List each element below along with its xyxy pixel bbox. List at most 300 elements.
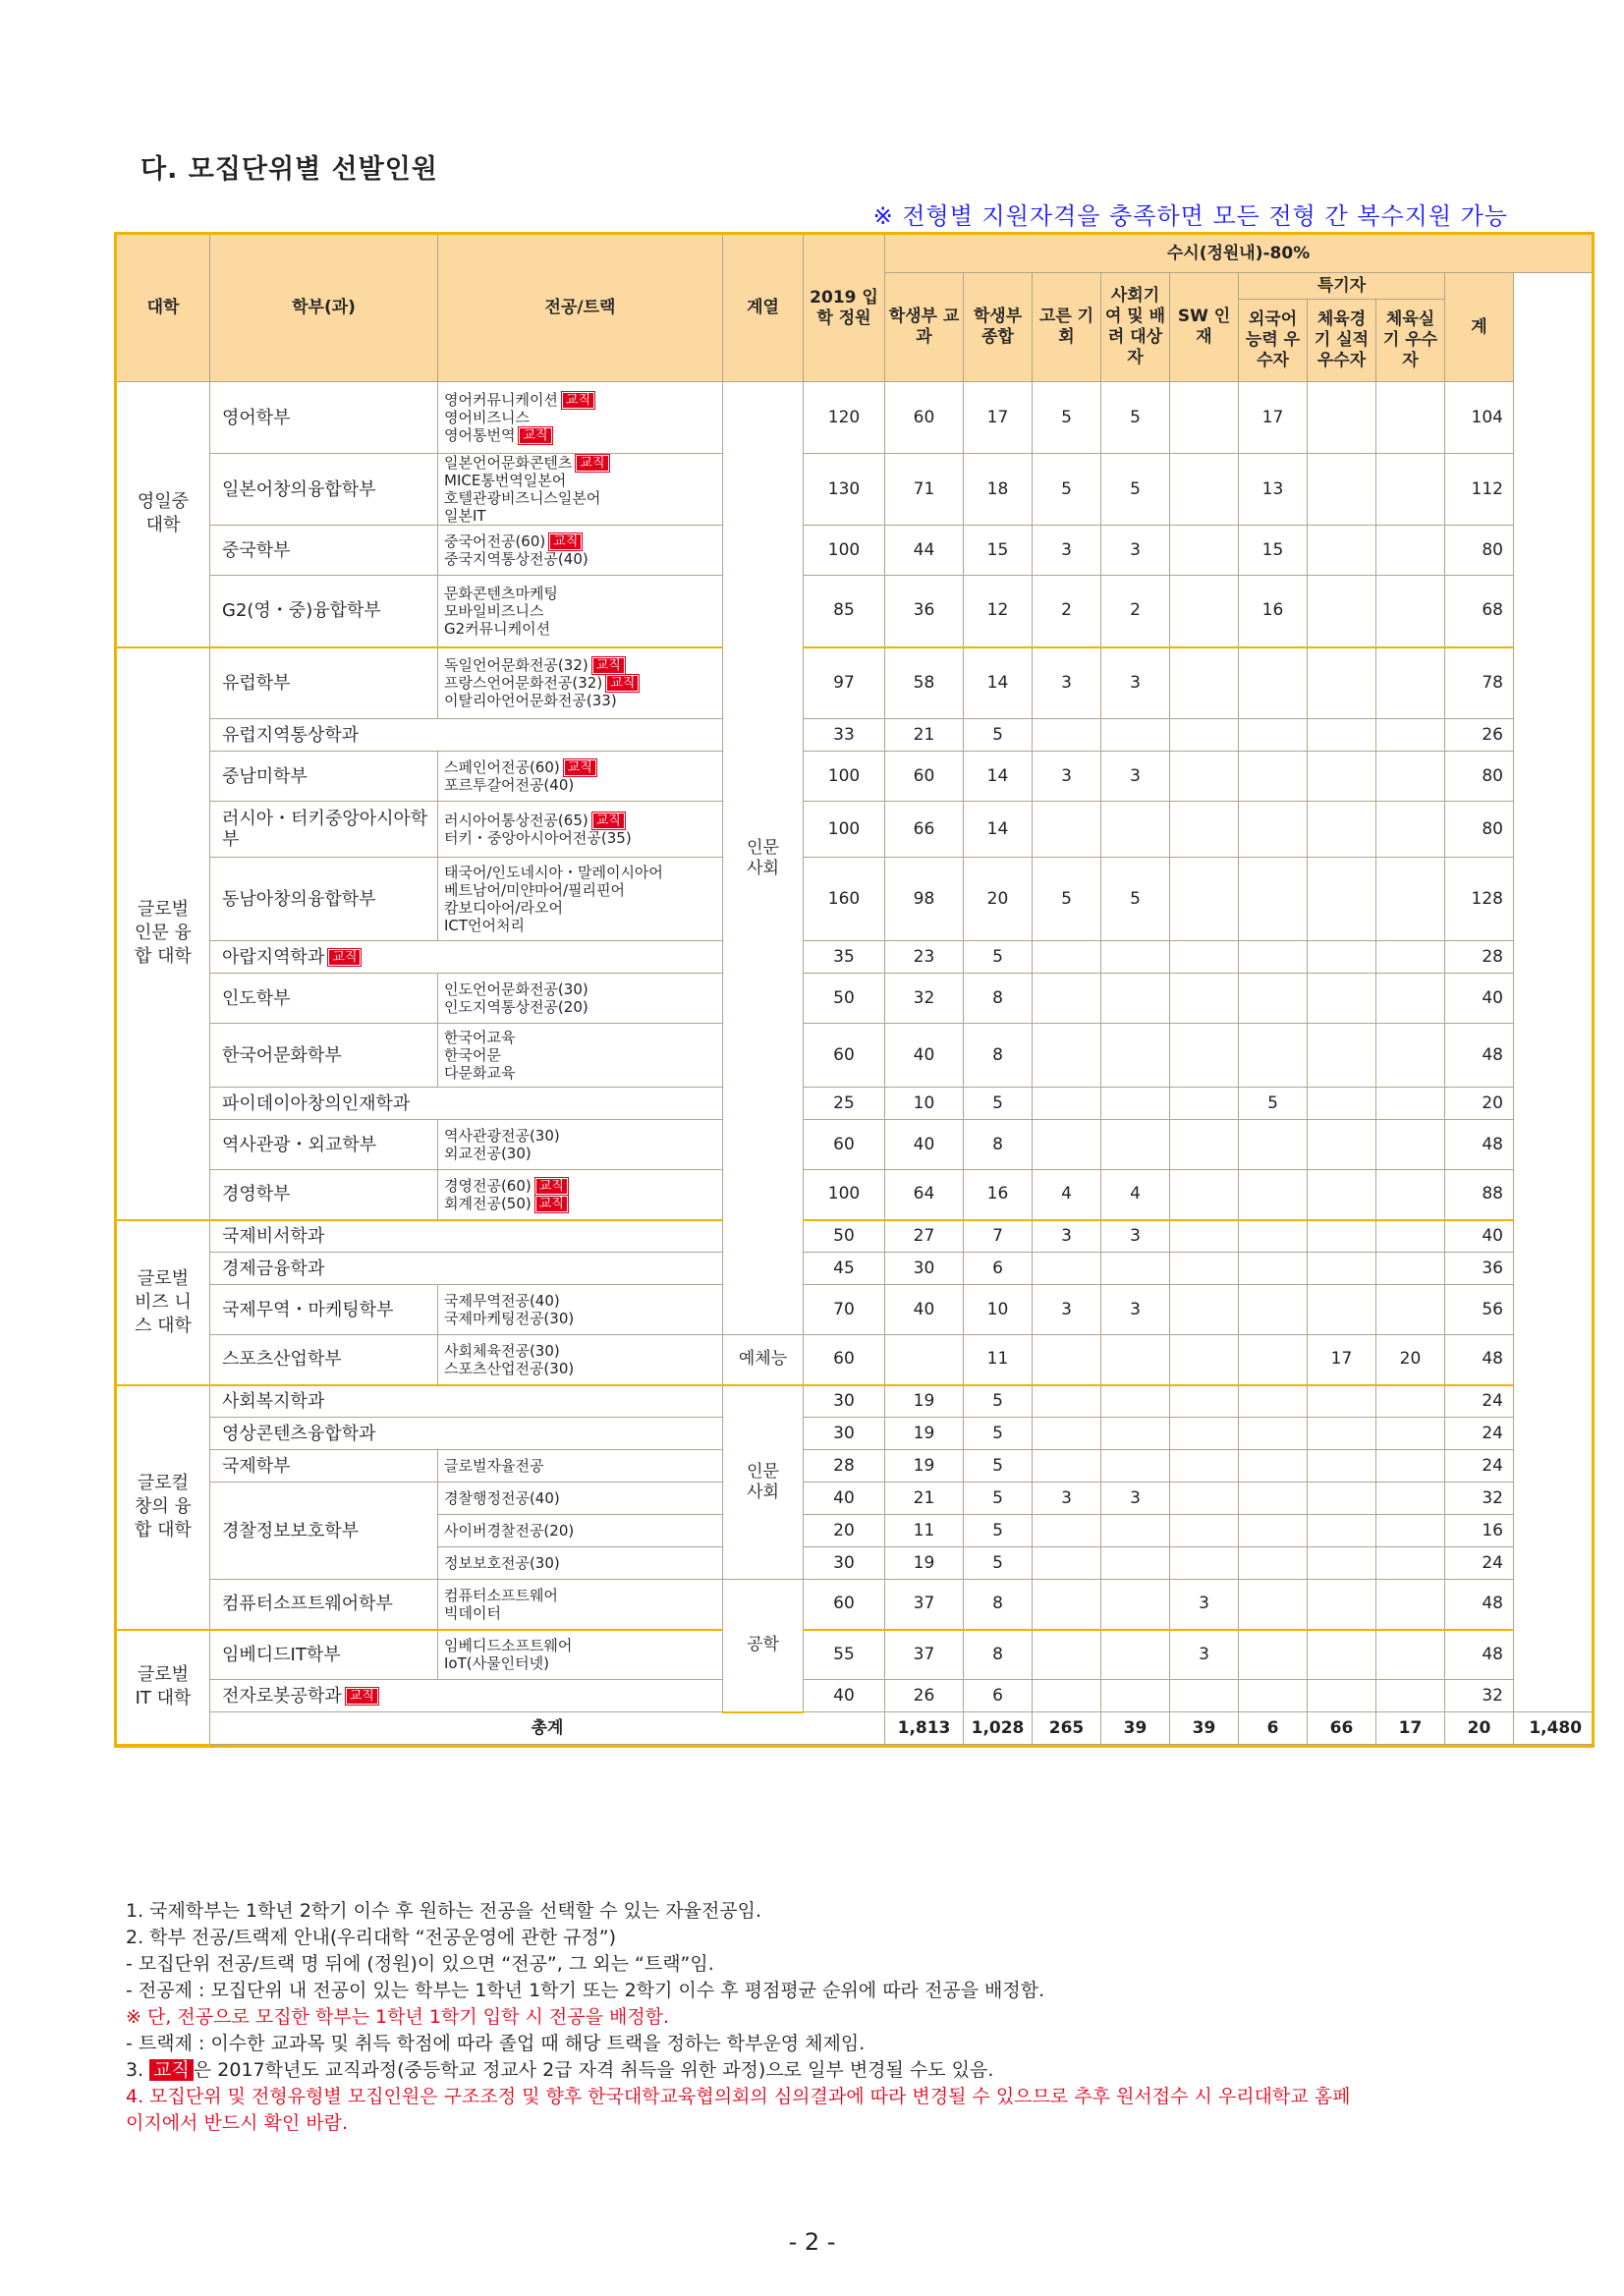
footnote-2a: - 모집단위 전공/트랙 명 뒤에 (정원)이 있으면 “전공”, 그 외는 “트랙”임.: [126, 1953, 714, 1975]
th-sportsrec: 체육경기 실적 우수자: [1308, 300, 1376, 382]
value-cell: 33: [804, 719, 885, 752]
value-cell: [1376, 526, 1445, 576]
table-row: [117, 1680, 1593, 1712]
value-cell: 10: [964, 1285, 1033, 1335]
dept-name: 중남미학부: [222, 765, 308, 787]
value-cell: 20: [1445, 1088, 1514, 1120]
college-cell: 글로벌 인문 융합 대학: [117, 647, 210, 1220]
value-cell: 48: [1445, 1580, 1514, 1630]
value-cell: [1170, 1170, 1239, 1220]
major-item: [444, 532, 720, 550]
footnote-3-text: 은 2017학년도 교직과정(중등학교 정교사 2급 자격 취득을 위한 과정)으로 일부 변경될 수도 있음.: [193, 2059, 994, 2081]
table-row: [117, 1170, 1593, 1220]
value-cell: 19: [885, 1418, 964, 1450]
table-row: [117, 526, 1593, 576]
value-cell: 40: [804, 1680, 885, 1712]
field-cell: 공학: [723, 1580, 804, 1712]
value-cell: 2: [1033, 576, 1101, 647]
value-cell: [1308, 802, 1376, 858]
teaching-tag: 교직: [562, 392, 594, 409]
teaching-tag: 교직: [592, 812, 625, 829]
dept-cell: [210, 974, 438, 1024]
value-cell: 25: [804, 1088, 885, 1120]
value-cell: [1239, 1220, 1308, 1253]
major-name: 인도언어문화전공(30): [444, 980, 588, 998]
value-cell: 20: [1376, 1335, 1445, 1385]
value-cell: 3: [1033, 752, 1101, 802]
dept-cell: [210, 1120, 438, 1170]
dept-cell: [210, 382, 438, 454]
value-cell: 10: [885, 1088, 964, 1120]
value-cell: 28: [1445, 941, 1514, 974]
major-item: [444, 864, 720, 881]
footnote-2d: - 트랙제 : 이수한 교과목 및 취득 학점에 따라 졸업 때 해당 트랙을 정하는 학부운영 체제임.: [126, 2033, 866, 2054]
major-name: 국제무역전공(40): [444, 1292, 560, 1310]
major-cell: [438, 382, 723, 454]
value-cell: 104: [1445, 382, 1514, 454]
dept-cell: [210, 719, 723, 752]
value-cell: 4: [1033, 1170, 1101, 1220]
major-cell: [438, 1515, 723, 1547]
dept-name: 국제비서학과: [222, 1225, 325, 1247]
value-cell: 100: [804, 752, 885, 802]
value-cell: [1376, 1418, 1445, 1450]
table-row: [117, 1483, 1593, 1515]
value-cell: [1033, 1385, 1101, 1418]
value-cell: 26: [885, 1680, 964, 1712]
dept-name: 경영학부: [222, 1184, 291, 1205]
value-cell: [1308, 1547, 1376, 1580]
th-major: 전공/트랙: [438, 235, 723, 382]
value-cell: [1170, 1385, 1239, 1418]
value-cell: [1308, 1253, 1376, 1285]
value-cell: 12: [964, 576, 1033, 647]
major-name: 태국어/인도네시아・말레이시아어: [444, 864, 663, 881]
major-name: 러시아어통상전공(65): [444, 812, 588, 829]
major-item: [444, 489, 720, 507]
page-number: - 2 -: [788, 2228, 836, 2256]
value-cell: 100: [804, 1170, 885, 1220]
value-cell: 70: [804, 1285, 885, 1335]
value-cell: 5: [964, 1547, 1033, 1580]
major-name: 이탈리아언어문화전공(33): [444, 692, 617, 710]
value-cell: 5: [1101, 858, 1170, 941]
value-cell: [1308, 1120, 1376, 1170]
value-cell: [1308, 1418, 1376, 1450]
major-name: 인도지역통상전공(20): [444, 998, 588, 1016]
value-cell: [1170, 1418, 1239, 1450]
value-cell: 20: [964, 858, 1033, 941]
th-goreun: 고른 기회: [1033, 273, 1101, 382]
major-name: 터키・중앙아시아어전공(35): [444, 829, 632, 847]
value-cell: [1170, 1024, 1239, 1088]
value-cell: [1239, 1024, 1308, 1088]
dept-name: G2(영・중)융합학부: [222, 600, 381, 622]
value-cell: [1170, 576, 1239, 647]
value-cell: [1101, 1680, 1170, 1712]
major-item: [444, 881, 720, 899]
table-row: [117, 576, 1593, 647]
value-cell: 40: [885, 1024, 964, 1088]
major-item: [444, 899, 720, 917]
value-cell: 120: [804, 382, 885, 454]
total-value: 265: [1033, 1712, 1101, 1745]
th-gyogwa: 학생부 교과: [885, 273, 964, 382]
total-value: 39: [1170, 1712, 1239, 1745]
value-cell: [1170, 858, 1239, 941]
major-name: 영어통번역: [444, 426, 516, 444]
value-cell: [1308, 1385, 1376, 1418]
value-cell: [1033, 719, 1101, 752]
value-cell: 3: [1101, 1285, 1170, 1335]
dept-name: 일본어창의융합학부: [222, 478, 376, 500]
value-cell: [1376, 576, 1445, 647]
value-cell: 112: [1445, 454, 1514, 526]
value-cell: 4: [1101, 1170, 1170, 1220]
value-cell: 85: [804, 576, 885, 647]
value-cell: [1033, 1547, 1101, 1580]
table-row: [117, 974, 1593, 1024]
value-cell: [1376, 1515, 1445, 1547]
value-cell: 48: [1445, 1335, 1514, 1385]
value-cell: [1170, 1220, 1239, 1253]
value-cell: 30: [804, 1547, 885, 1580]
teaching-tag: 교직: [549, 533, 582, 550]
major-item: [444, 829, 720, 847]
total-value: 6: [1239, 1712, 1308, 1745]
dept-name: 컴퓨터소프트웨어학부: [222, 1594, 393, 1615]
value-cell: [1170, 647, 1239, 719]
value-cell: 40: [1445, 1220, 1514, 1253]
total-value: 1,480: [1514, 1712, 1593, 1745]
value-cell: 5: [1101, 454, 1170, 526]
value-cell: [1101, 1253, 1170, 1285]
value-cell: 45: [804, 1253, 885, 1285]
value-cell: 60: [885, 752, 964, 802]
footnote-3-prefix: 3.: [126, 2059, 150, 2081]
major-cell: [438, 1483, 723, 1515]
value-cell: 15: [964, 526, 1033, 576]
value-cell: 21: [885, 719, 964, 752]
major-item: [444, 656, 720, 674]
value-cell: [1376, 1385, 1445, 1418]
major-item: [444, 1145, 720, 1162]
value-cell: 128: [1445, 858, 1514, 941]
value-cell: [1101, 719, 1170, 752]
dept-cell: [210, 1170, 438, 1220]
value-cell: 50: [804, 974, 885, 1024]
value-cell: 5: [1033, 454, 1101, 526]
value-cell: 15: [1239, 526, 1308, 576]
teaching-tag: 교직: [606, 675, 639, 692]
footnote-3: [126, 2057, 1521, 2084]
value-cell: [1308, 1220, 1376, 1253]
value-cell: 5: [964, 1483, 1033, 1515]
value-cell: 3: [1170, 1580, 1239, 1630]
value-cell: [1101, 1088, 1170, 1120]
quota-table-wrap: [116, 234, 1583, 1746]
value-cell: 17: [1308, 1335, 1376, 1385]
teaching-tag: 교직: [328, 949, 361, 966]
value-cell: [1170, 1515, 1239, 1547]
value-cell: 5: [964, 1418, 1033, 1450]
th-social: 사회기여 및 배려 대상자: [1101, 273, 1170, 382]
major-item: [444, 585, 720, 602]
value-cell: 16: [1445, 1515, 1514, 1547]
value-cell: 16: [1239, 576, 1308, 647]
value-cell: 5: [964, 941, 1033, 974]
value-cell: [1239, 752, 1308, 802]
major-name: ICT언어처리: [444, 917, 526, 934]
value-cell: [1239, 941, 1308, 974]
table-row: [117, 1580, 1593, 1630]
value-cell: 32: [1445, 1483, 1514, 1515]
value-cell: [1033, 1335, 1101, 1385]
value-cell: 48: [1445, 1630, 1514, 1680]
table-row: [117, 1253, 1593, 1285]
th-quota: 2019 입학 정원: [804, 235, 885, 382]
value-cell: 3: [1101, 1220, 1170, 1253]
major-item: [444, 507, 720, 525]
major-name: 컴퓨터소프트웨어: [444, 1586, 558, 1604]
th-sportstest: 체육실기 우수자: [1376, 300, 1445, 382]
value-cell: [1170, 752, 1239, 802]
dept-name: 러시아・터키중앙아시아학부: [222, 809, 428, 850]
major-cell: [438, 454, 723, 526]
value-cell: 8: [964, 1024, 1033, 1088]
value-cell: 8: [964, 1630, 1033, 1680]
table-row: [117, 802, 1593, 858]
value-cell: [1376, 1580, 1445, 1630]
major-item: [444, 409, 720, 426]
major-item: [444, 1489, 720, 1507]
value-cell: [1239, 1630, 1308, 1680]
table-row: [117, 941, 1593, 974]
college-cell: 글로벌 비즈 니스 대학: [117, 1220, 210, 1385]
value-cell: 56: [1445, 1285, 1514, 1335]
value-cell: [1308, 1024, 1376, 1088]
dept-cell: [210, 1253, 723, 1285]
value-cell: 17: [964, 382, 1033, 454]
major-item: [444, 620, 720, 638]
value-cell: 60: [804, 1580, 885, 1630]
major-item: [444, 550, 720, 568]
major-name: 문화콘텐츠마케팅: [444, 584, 558, 602]
major-item: [444, 917, 720, 934]
dept-cell: [210, 1483, 438, 1580]
dept-cell: [210, 941, 723, 974]
major-name: 포르투갈어전공(40): [444, 776, 575, 794]
dept-name: 국제학부: [222, 1455, 291, 1477]
dept-cell: [210, 526, 438, 576]
value-cell: 24: [1445, 1418, 1514, 1450]
value-cell: [1308, 382, 1376, 454]
value-cell: [1239, 647, 1308, 719]
major-item: [444, 1064, 720, 1082]
value-cell: 66: [885, 802, 964, 858]
major-name: 사이버경찰전공(20): [444, 1522, 575, 1540]
value-cell: [1308, 1088, 1376, 1120]
value-cell: [1308, 858, 1376, 941]
value-cell: [1170, 382, 1239, 454]
teaching-tag: 교직: [535, 1178, 568, 1195]
value-cell: [1033, 1088, 1101, 1120]
table-row: [117, 382, 1593, 454]
value-cell: 88: [1445, 1170, 1514, 1220]
value-cell: [1101, 974, 1170, 1024]
major-cell: [438, 1335, 723, 1385]
value-cell: [1170, 1335, 1239, 1385]
value-cell: 5: [1033, 858, 1101, 941]
value-cell: [1033, 1580, 1101, 1630]
total-value: 17: [1376, 1712, 1445, 1745]
value-cell: 50: [804, 1220, 885, 1253]
th-sw: SW 인재: [1170, 273, 1239, 382]
value-cell: [1101, 1335, 1170, 1385]
major-item: [444, 426, 720, 444]
value-cell: 11: [964, 1335, 1033, 1385]
major-cell: [438, 858, 723, 941]
note-multiple-application: ※ 전형별 지원자격을 충족하면 모든 전형 간 복수지원 가능: [872, 202, 1508, 230]
value-cell: 14: [964, 802, 1033, 858]
value-cell: [1308, 752, 1376, 802]
value-cell: [1101, 1547, 1170, 1580]
value-cell: [1170, 1253, 1239, 1285]
value-cell: [1376, 1253, 1445, 1285]
value-cell: 5: [964, 1385, 1033, 1418]
dept-cell: [210, 1450, 438, 1483]
table-row: [117, 647, 1593, 719]
major-cell: [438, 1630, 723, 1680]
major-cell: [438, 1120, 723, 1170]
major-item: [444, 391, 720, 409]
value-cell: 16: [964, 1170, 1033, 1220]
dept-cell: [210, 1285, 438, 1335]
major-name: 독일언어문화전공(32): [444, 656, 588, 675]
value-cell: 40: [885, 1285, 964, 1335]
value-cell: 40: [1445, 974, 1514, 1024]
dept-name: 동남아창의융합학부: [222, 888, 376, 910]
teaching-tag: 교직: [576, 455, 608, 472]
dept-name: 전자로봇공학과: [222, 1685, 342, 1707]
major-item: [444, 602, 720, 620]
dept-cell: [210, 1680, 723, 1712]
major-name: 경찰행정전공(40): [444, 1489, 560, 1507]
dept-name: 유럽학부: [222, 672, 291, 694]
value-cell: [1376, 802, 1445, 858]
value-cell: [885, 1335, 964, 1385]
major-name: 한국어문: [444, 1046, 501, 1064]
major-name: 스페인어전공(60): [444, 758, 560, 776]
value-cell: 60: [885, 382, 964, 454]
value-cell: 3: [1033, 526, 1101, 576]
quota-table: [116, 234, 1593, 1746]
dept-cell: [210, 647, 438, 719]
value-cell: [1239, 1385, 1308, 1418]
dept-cell: [210, 1335, 438, 1385]
value-cell: [1308, 526, 1376, 576]
dept-name: 사회복지학과: [222, 1390, 325, 1412]
value-cell: 14: [964, 752, 1033, 802]
major-item: [444, 1127, 720, 1145]
value-cell: [1376, 1170, 1445, 1220]
th-lang: 외국어 능력 우수자: [1239, 300, 1308, 382]
major-cell: [438, 647, 723, 719]
value-cell: [1239, 858, 1308, 941]
value-cell: 5: [1101, 382, 1170, 454]
value-cell: 32: [885, 974, 964, 1024]
value-cell: [1239, 802, 1308, 858]
major-item: [444, 1177, 720, 1195]
dept-cell: [210, 1580, 438, 1630]
value-cell: [1239, 1285, 1308, 1335]
dept-name: 스포츠산업학부: [222, 1349, 342, 1371]
value-cell: [1033, 1024, 1101, 1088]
major-name: 호텔관광비즈니스일본어: [444, 489, 601, 507]
footnotes: [126, 1898, 1521, 2137]
major-name: 영어비즈니스: [444, 409, 530, 426]
value-cell: 24: [1445, 1547, 1514, 1580]
value-cell: [1239, 1335, 1308, 1385]
teaching-tag: 교직: [519, 427, 551, 444]
dept-cell: [210, 1630, 438, 1680]
major-item: [444, 1654, 720, 1672]
major-cell: [438, 576, 723, 647]
value-cell: 71: [885, 454, 964, 526]
value-cell: 30: [885, 1253, 964, 1285]
value-cell: 3: [1101, 647, 1170, 719]
dept-name: 영상콘텐츠융합학과: [222, 1423, 376, 1444]
value-cell: [1033, 1450, 1101, 1483]
th-jonghap: 학생부 종합: [964, 273, 1033, 382]
table-row: [117, 1335, 1593, 1385]
college-cell: 글로벌 IT 대학: [117, 1630, 210, 1745]
dept-cell: [210, 1088, 723, 1120]
value-cell: 11: [885, 1515, 964, 1547]
major-item: [444, 1604, 720, 1622]
value-cell: 6: [964, 1253, 1033, 1285]
value-cell: 3: [1101, 1483, 1170, 1515]
major-item: [444, 1522, 720, 1540]
table-row: [117, 1120, 1593, 1170]
value-cell: 3: [1033, 1285, 1101, 1335]
major-name: 빅데이터: [444, 1603, 501, 1622]
value-cell: 60: [804, 1335, 885, 1385]
field-cell: 인문 사회: [723, 1385, 804, 1580]
major-item: [444, 692, 720, 709]
value-cell: 80: [1445, 752, 1514, 802]
total-label: 총계: [210, 1712, 885, 1745]
value-cell: [1239, 1680, 1308, 1712]
major-item: [444, 1360, 720, 1377]
table-row: [117, 858, 1593, 941]
value-cell: [1170, 802, 1239, 858]
value-cell: [1376, 647, 1445, 719]
value-cell: 3: [1101, 752, 1170, 802]
field-cell: 인문 사회: [723, 382, 804, 1335]
value-cell: [1101, 802, 1170, 858]
value-cell: [1239, 1483, 1308, 1515]
value-cell: 24: [1445, 1385, 1514, 1418]
dept-name: 경제금융학과: [222, 1258, 325, 1279]
value-cell: 55: [804, 1630, 885, 1680]
dept-cell: [210, 454, 438, 526]
value-cell: [1239, 1580, 1308, 1630]
footnote-4b: 이지에서 반드시 확인 바람.: [126, 2112, 349, 2134]
value-cell: 5: [964, 719, 1033, 752]
value-cell: [1308, 974, 1376, 1024]
teaching-tag: 교직: [346, 1688, 378, 1705]
